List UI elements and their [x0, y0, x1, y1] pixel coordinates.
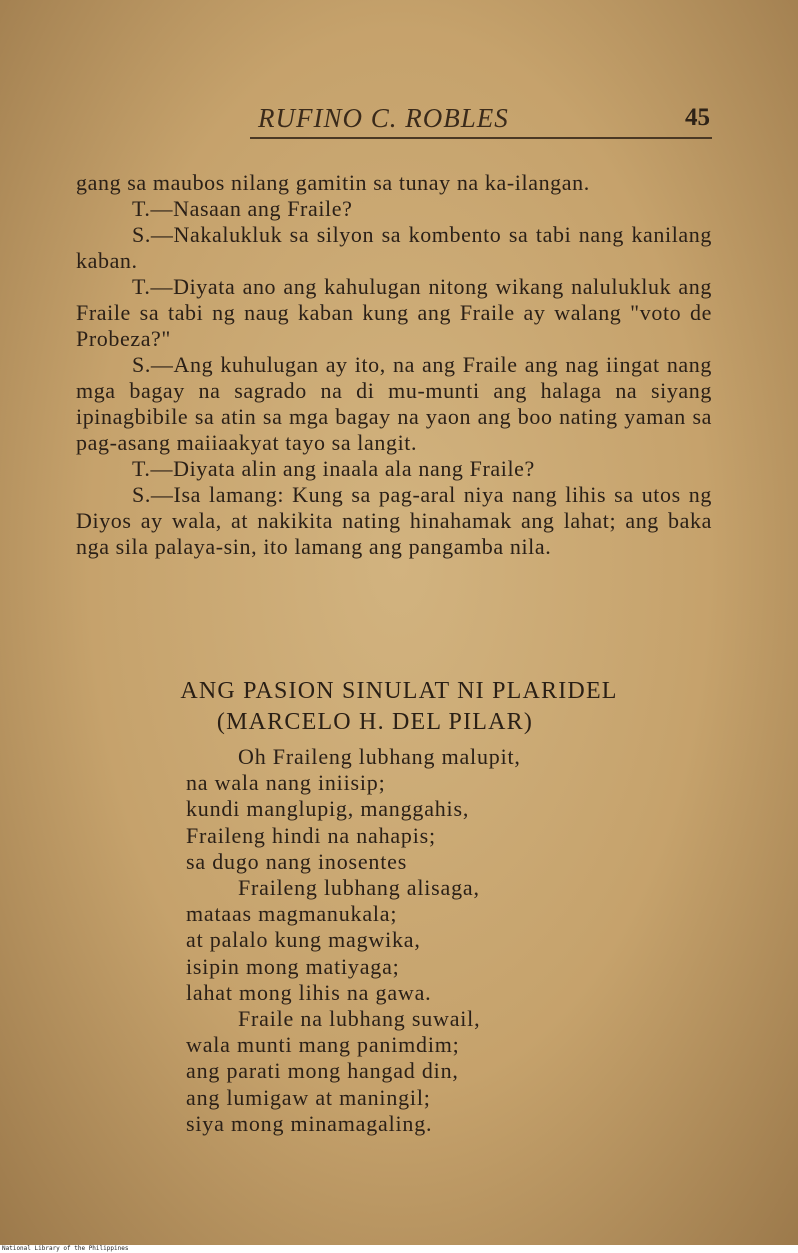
paragraph-answer: S.—Ang kuhulugan ay ito, na ang Fraile ang nag iingat nang mga bagay na sagrado na di mu-munti ang halaga na siyang ipinagbibile sa atin sa mga bagay na yaon ang boo nating yaman sa pag-asang maiiaakyat tayo sa langit. [76, 352, 712, 455]
library-credit: National Library of the Philippines [0, 1245, 798, 1253]
poem-line: lahat mong lihis na gawa. [186, 979, 432, 1005]
paragraph-answer: S.—Nakalukluk sa silyon sa kombento sa tabi nang kanilang kaban. [76, 222, 712, 273]
page-header [0, 103, 798, 137]
section-title [76, 676, 712, 738]
poem-line: mataas magmanukala; [186, 901, 398, 927]
poem-line: siya mong minamagaling. [186, 1110, 433, 1136]
paragraph-question: T.—Diyata alin ang inaala ala nang Fraile? [132, 456, 535, 481]
running-title: RUFINO C. ROBLES [258, 103, 509, 133]
poem-line: ang parati mong hangad din, [186, 1058, 459, 1084]
poem [186, 744, 666, 1137]
poem-line: Fraileng lubhang alisaga, [238, 875, 480, 901]
poem-line: kundi manglupig, manggahis, [186, 796, 470, 822]
poem-line: ang lumigaw at maningil; [186, 1084, 431, 1110]
poem-line: at palalo kung magwika, [186, 927, 421, 953]
poem-line: na wala nang iniisip; [186, 770, 386, 796]
poem-line: Oh Fraileng lubhang malupit, [238, 744, 521, 769]
poem-line: isipin mong matiyaga; [186, 953, 400, 979]
paragraph-question: T.—Diyata ano ang kahulugan nitong wikang nalulukluk ang Fraile sa tabi ng naug kaban kung ang Fraile ay walang "voto de Probeza?" [76, 274, 712, 351]
section-title-line-1: ANG PASION SINULAT NI PLARIDEL [180, 678, 618, 704]
section-title-line-2: (MARCELO H. DEL PILAR) [216, 709, 534, 735]
poem-line: wala munti mang panimdim; [186, 1032, 460, 1058]
paragraph-question: T.—Nasaan ang Fraile? [132, 196, 353, 221]
paragraph-continuation: gang sa maubos nilang gamitin sa tunay na ka-ilangan. [76, 170, 590, 195]
header-rule [250, 137, 712, 139]
poem-line: sa dugo nang inosentes [186, 848, 408, 874]
poem-line: Fraile na lubhang suwail, [238, 1006, 481, 1032]
body-text [76, 170, 712, 560]
page-number: 45 [685, 104, 710, 131]
paragraph-answer: S.—Isa lamang: Kung sa pag-aral niya nang lihis sa utos ng Diyos ay wala, at nakikita nating hinahamak ang lahat; ang baka nga sila palaya-sin, ito lamang ang pangamba nila. [76, 482, 712, 559]
poem-line: Fraileng hindi na nahapis; [186, 822, 436, 848]
